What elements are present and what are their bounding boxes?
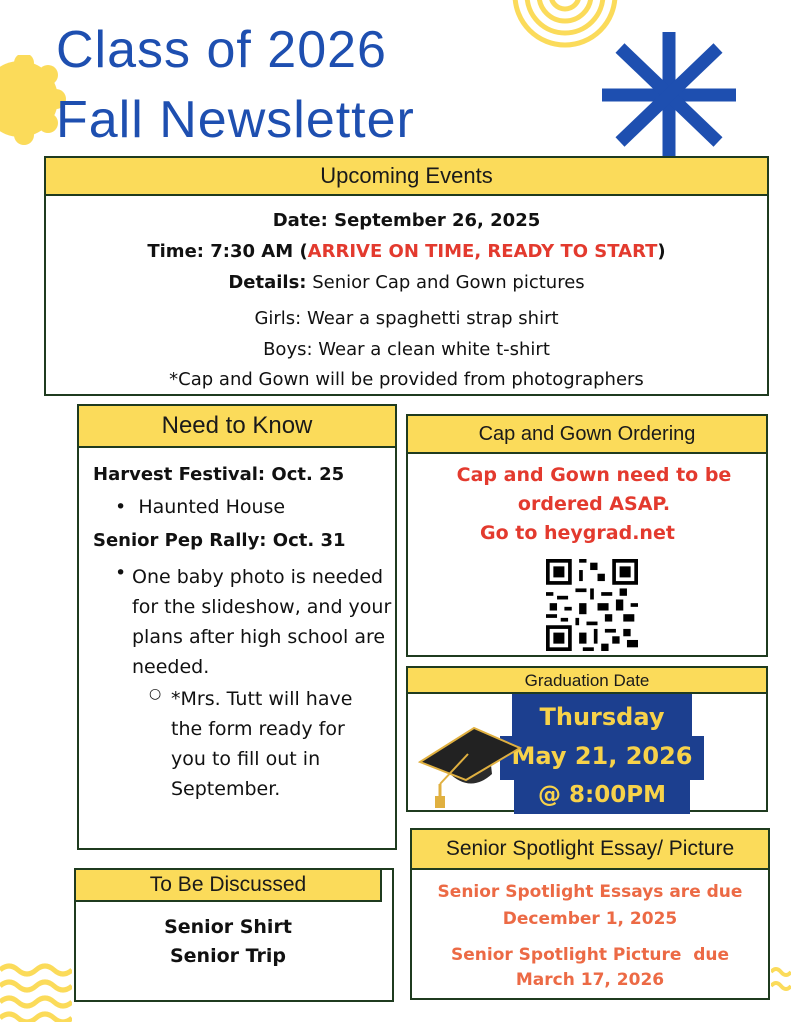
yellow-waves-decoration-right	[771, 966, 791, 1016]
graduation-panel	[406, 666, 768, 812]
details-value: Senior Cap and Gown pictures	[312, 272, 585, 293]
pep-rally-subitem: *Mrs. Tutt will have the form ready for you to fill out in September.	[171, 688, 353, 800]
yellow-waves-decoration	[0, 962, 72, 1022]
essay-due-line1: Senior Spotlight Essays are due	[437, 882, 743, 902]
graduation-time: @ 8:00PM	[514, 778, 690, 814]
boys-dress-code: Boys: Wear a clean white t-shirt	[263, 339, 550, 360]
graduation-cap-icon	[418, 724, 522, 812]
time-note: ARRIVE ON TIME, READY TO START	[307, 241, 658, 262]
date-label: Date:	[272, 210, 328, 231]
senior-shirt-item: Senior Shirt	[164, 916, 292, 938]
pep-rally-title: Senior Pep Rally: Oct. 31	[93, 530, 346, 551]
newsletter-title-line1: Class of 2026	[56, 21, 387, 79]
event-details-line	[46, 272, 767, 293]
girls-dress-code: Girls: Wear a spaghetti strap shirt	[254, 308, 559, 329]
to-be-discussed-header: To Be Discussed	[74, 868, 382, 902]
time-note-close: )	[657, 241, 666, 262]
upcoming-events-panel	[44, 156, 769, 396]
picture-due-line1: Senior Spotlight Picture due	[450, 945, 730, 965]
cap-gown-line1: Cap and Gown need to be	[456, 464, 732, 486]
graduation-header: Graduation Date	[406, 666, 768, 694]
bullet-dot-icon: •	[115, 496, 127, 518]
picture-due-line2: March 17, 2026	[515, 970, 665, 990]
qr-code-icon[interactable]	[546, 559, 638, 651]
need-to-know-header: Need to Know	[77, 404, 397, 448]
time-note-open: (	[299, 241, 308, 262]
cap-gown-header: Cap and Gown Ordering	[406, 414, 768, 454]
spotlight-panel	[410, 828, 770, 1000]
graduation-day: Thursday	[512, 694, 692, 744]
harvest-festival-title: Harvest Festival: Oct. 25	[93, 464, 345, 485]
senior-trip-item: Senior Trip	[169, 945, 286, 967]
time-value: 7:30 AM	[210, 241, 294, 262]
haunted-house-text: Haunted House	[138, 496, 286, 518]
essay-due-line2: December 1, 2025	[502, 909, 678, 929]
harvest-list-item	[115, 496, 285, 518]
cap-gown-line2: ordered ASAP.	[517, 493, 671, 515]
heygrad-link[interactable]: Go to heygrad.net	[480, 522, 675, 544]
bullet-dot-icon: •	[115, 562, 127, 584]
pep-rally-item: One baby photo is needed for the slideshow, and your plans after high school are needed.	[132, 566, 392, 678]
cap-gown-panel	[406, 414, 768, 657]
need-to-know-panel	[77, 404, 397, 850]
to-be-discussed-panel	[74, 868, 394, 1002]
bullet-circle-icon: ○	[149, 686, 162, 702]
details-label: Details:	[228, 272, 307, 293]
blue-asterisk-decoration	[598, 30, 740, 160]
spotlight-header: Senior Spotlight Essay/ Picture	[410, 828, 770, 870]
event-date-line	[46, 210, 767, 231]
date-value: September 26, 2025	[334, 210, 541, 231]
time-label: Time:	[147, 241, 204, 262]
graduation-date: May 21, 2026	[500, 736, 704, 780]
event-time-line	[46, 241, 767, 262]
cap-gown-note: *Cap and Gown will be provided from photographers	[169, 369, 644, 390]
newsletter-title-line2: Fall Newsletter	[56, 91, 415, 149]
upcoming-events-header: Upcoming Events	[44, 156, 769, 196]
